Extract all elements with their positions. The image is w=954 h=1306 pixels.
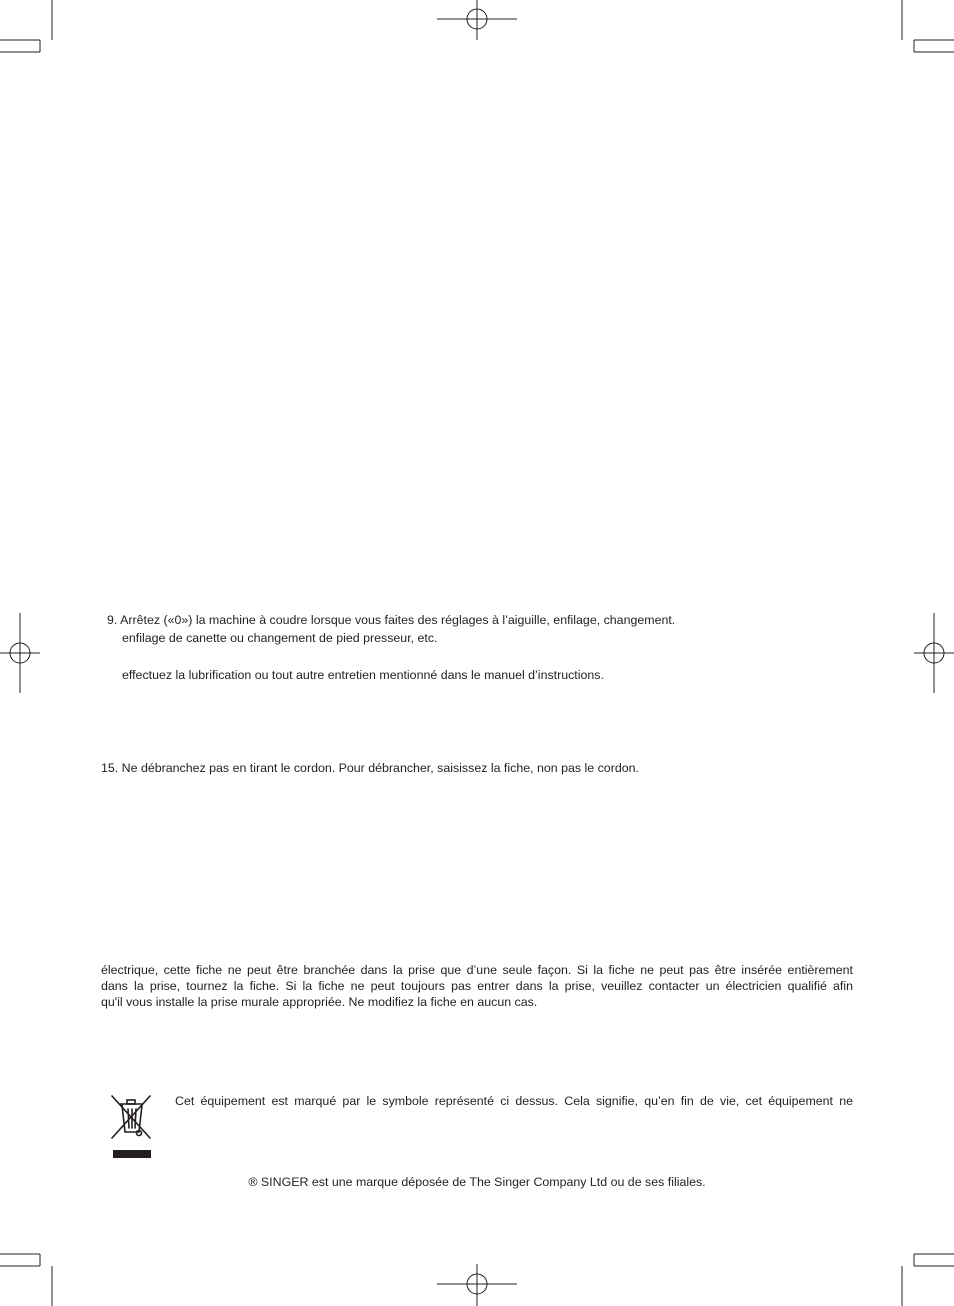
plug-notice-line: dans la prise, tournez la fiche. Si la fiche ne peut toujours pas entrer dans la prise, veuillez contacter un électricien qualifié afin [101, 979, 853, 993]
plug-notice-paragraph [101, 962, 853, 1010]
weee-disposal-notice: Cet équipement est marqué par le symbole représenté ci dessus. Cela signifie, qu’en fin de vie, cet équipement ne [175, 1094, 853, 1108]
instruction-item-15: 15. Ne débranchez pas en tirant le cordon. Pour débrancher, saisissez la fiche, non pas le cordon. [101, 761, 639, 775]
plug-notice-line: électrique, cette fiche ne peut être branchée dans la prise que d’une seule façon. Si la fiche ne peut pas être insérée entièrement [101, 963, 853, 977]
instruction-lubrification: effectuez la lubrification ou tout autre entretien mentionné dans le manuel d’instructions. [122, 668, 604, 682]
trademark-notice: ® SINGER est une marque déposée de The Singer Company Ltd ou de ses filiales. [248, 1175, 706, 1189]
crossed-out-wheelie-bin-icon [108, 1092, 154, 1160]
plug-notice-line: qu'il vous installe la prise murale appropriée. Ne modifiez la fiche en aucun cas. [101, 995, 538, 1009]
instruction-item-9-continuation: enfilage de canette ou changement de pied presseur, etc. [122, 631, 438, 645]
instruction-item-9: 9. Arrêtez («0») la machine à coudre lorsque vous faites des réglages à l’aiguille, enfilage, changement. [107, 613, 676, 627]
